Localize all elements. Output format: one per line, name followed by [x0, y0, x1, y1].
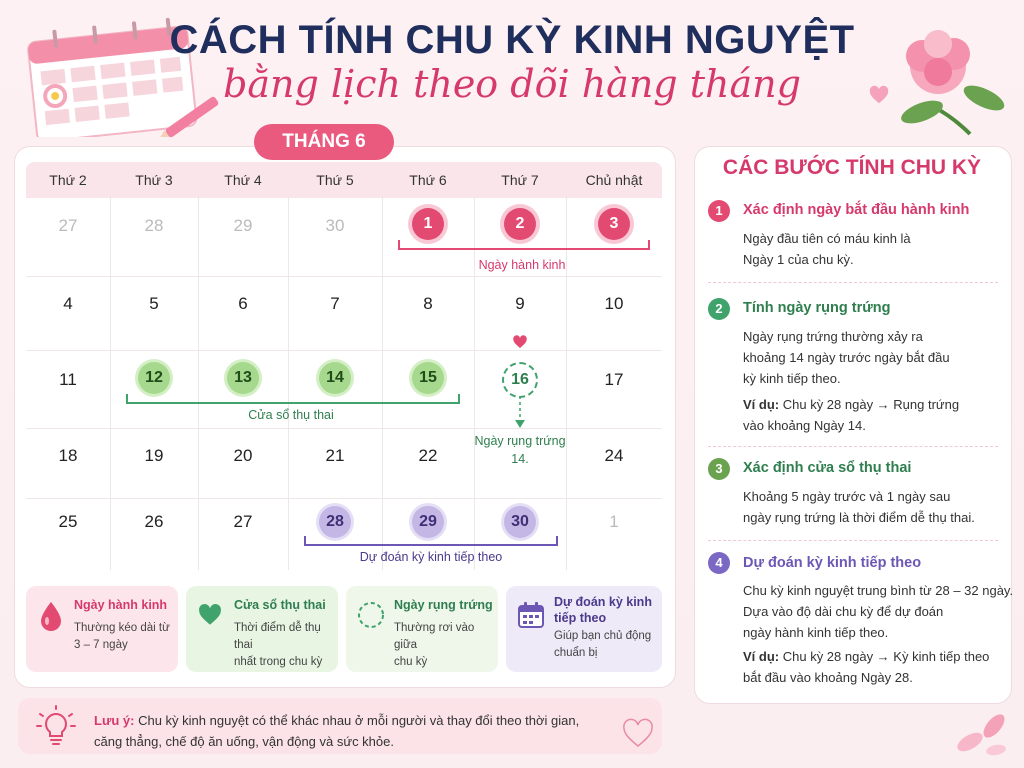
- note-text: [94, 710, 634, 752]
- fertile-day-marker: 13: [227, 362, 259, 394]
- weekday-thu: Thứ 5: [288, 162, 383, 198]
- day-number: 11: [59, 370, 77, 389]
- calendar-day[interactable]: [198, 276, 289, 351]
- legend-ovulation-title: Ngày rụng trứng: [394, 598, 493, 612]
- predicted-day-marker: 29: [412, 506, 444, 538]
- step-4-number: 4: [708, 552, 730, 574]
- calendar-day[interactable]: [26, 428, 111, 499]
- legend-ovulation: [346, 586, 498, 672]
- calendar-day[interactable]: [566, 350, 662, 429]
- step-text-line: ngày rụng trứng là thời điểm dễ thụ thai.: [743, 510, 975, 525]
- page-title: CÁCH TÍNH CHU KỲ KINH NGUYỆT: [169, 18, 855, 62]
- note-line: căng thẳng, chế độ ăn uống, vận động và sức khỏe.: [94, 734, 394, 749]
- legend-desc-line: nhất trong chu kỳ: [234, 656, 323, 668]
- example-label: Ví dụ:: [743, 397, 780, 412]
- day-number: 4: [63, 294, 73, 313]
- period-day-marker: 1: [412, 208, 444, 240]
- calendar-day[interactable]: [382, 350, 475, 429]
- calendar-day[interactable]: [110, 350, 199, 429]
- calendar-day[interactable]: [110, 498, 199, 570]
- steps-title: CÁC BƯỚC TÍNH CHU KỲ: [722, 156, 982, 179]
- calendar-day[interactable]: [26, 350, 111, 429]
- example-text: bắt đầu vào khoảng Ngày 28.: [743, 670, 913, 685]
- day-number: 10: [604, 294, 624, 313]
- legend-period-title: Ngày hành kinh: [74, 598, 168, 612]
- step-text-line: Dựa vào độ dài chu kỳ để dự đoán: [743, 604, 944, 619]
- step-1-number: 1: [708, 200, 730, 222]
- calendar-day[interactable]: [198, 198, 289, 277]
- day-number: 29: [233, 216, 253, 235]
- legend-period: [26, 586, 178, 672]
- heart-icon: [196, 602, 224, 628]
- example-text: Chu kỳ 28 ngày → Rụng trứng: [782, 397, 960, 412]
- calendar-grid: [26, 162, 662, 570]
- month-badge: THÁNG 6: [254, 124, 394, 160]
- day-number: 1: [609, 512, 619, 531]
- calendar-icon: [516, 600, 546, 630]
- calendar-day[interactable]: [110, 198, 199, 277]
- legend-next-title: [554, 594, 652, 626]
- legend-title-line: Dự đoán kỳ kinh: [554, 595, 652, 609]
- weekday-sun: Chủ nhật: [566, 162, 662, 198]
- period-day-marker: 3: [598, 208, 630, 240]
- step-4-text: [743, 580, 1013, 643]
- fertile-window-label: Cửa sổ thụ thai: [248, 408, 334, 422]
- calendar-day[interactable]: [288, 198, 383, 277]
- ovulation-label-day: 14.: [511, 452, 529, 466]
- dashed-circle-icon: [356, 600, 386, 630]
- legend-desc-line: chu kỳ: [394, 656, 428, 668]
- weekday-sat: Thứ 7: [474, 162, 567, 198]
- ovulation-label: Ngày rụng trứng: [474, 434, 566, 448]
- example-text: Chu kỳ 28 ngày → Kỳ kinh tiếp theo: [782, 649, 990, 664]
- period-day-marker: 2: [504, 208, 536, 240]
- step-divider: [708, 282, 998, 283]
- weekday-tue: Thứ 3: [110, 162, 199, 198]
- petals-illustration: [950, 706, 1012, 762]
- calendar-day[interactable]: [26, 498, 111, 570]
- legend-desc-line: Thời điểm dễ thụ thai: [234, 622, 321, 651]
- calendar-day[interactable]: [110, 276, 199, 351]
- legend-title-line: tiếp theo: [554, 611, 607, 625]
- step-1-title: Xác định ngày bắt đầu hành kinh: [743, 202, 970, 218]
- step-text-line: ngày hành kinh tiếp theo.: [743, 625, 889, 640]
- fertile-day-marker: 12: [138, 362, 170, 394]
- weekday-wed: Thứ 4: [198, 162, 289, 198]
- calendar-day[interactable]: [382, 276, 475, 351]
- legend-desc-line: 3 – 7 ngày: [74, 639, 128, 651]
- day-number: 8: [423, 294, 433, 313]
- step-2-title: Tính ngày rụng trứng: [743, 300, 891, 316]
- weekday-fri: Thứ 6: [382, 162, 475, 198]
- calendar-day[interactable]: [110, 428, 199, 499]
- calendar-day[interactable]: [566, 498, 662, 570]
- step-1-text: [743, 228, 911, 270]
- calendar-day[interactable]: [26, 198, 111, 277]
- legend-period-desc: [74, 620, 170, 654]
- day-number: 27: [233, 512, 253, 531]
- step-3-number: 3: [708, 458, 730, 480]
- weekday-mon: Thứ 2: [26, 162, 111, 198]
- predicted-day-marker: 28: [319, 506, 351, 538]
- step-divider: [708, 540, 998, 541]
- day-number: 21: [325, 446, 345, 465]
- step-2-example: [743, 394, 959, 436]
- ovulation-day-marker: 16: [502, 362, 538, 398]
- step-3-text: [743, 486, 975, 528]
- legend-fertile-desc: [234, 620, 338, 671]
- period-label: Ngày hành kinh: [478, 258, 566, 272]
- day-number: 17: [604, 370, 624, 389]
- day-number: 26: [144, 512, 164, 531]
- calendar-day[interactable]: [198, 428, 289, 499]
- day-number: 24: [604, 446, 624, 465]
- fertile-day-marker: 15: [412, 362, 444, 394]
- day-number: 7: [330, 294, 340, 313]
- step-text-line: khoảng 14 ngày trước ngày bắt đầu: [743, 350, 950, 365]
- calendar-day[interactable]: [566, 276, 662, 351]
- day-number: 25: [58, 512, 78, 531]
- calendar-day[interactable]: [382, 428, 475, 499]
- day-number: 19: [144, 446, 164, 465]
- day-number: 27: [58, 216, 78, 235]
- step-3-title: Xác định cửa sổ thụ thai: [743, 460, 912, 476]
- step-divider: [708, 446, 998, 447]
- period-bracket: [398, 240, 650, 250]
- calendar-day[interactable]: [566, 428, 662, 499]
- day-number: 20: [233, 446, 253, 465]
- heart-outline-icon: [620, 716, 656, 752]
- day-number: 9: [515, 294, 525, 313]
- next-period-label: Dự đoán kỳ kinh tiếp theo: [359, 550, 503, 564]
- step-text-line: Ngày 1 của chu kỳ.: [743, 252, 854, 267]
- day-number: 22: [418, 446, 438, 465]
- day-number: 5: [149, 294, 159, 313]
- fertile-day-marker: 14: [319, 362, 351, 394]
- legend-desc-line: Thường rơi vào giữa: [394, 622, 475, 651]
- day-number: 18: [58, 446, 78, 465]
- legend-desc-line: Giúp bạn chủ động: [554, 630, 652, 642]
- page-subtitle: bằng lịch theo dõi hàng tháng: [223, 62, 801, 106]
- legend-next-period: [506, 586, 662, 672]
- legend-desc-line: chuẩn bị: [554, 647, 598, 659]
- step-text-line: Ngày đầu tiên có máu kinh là: [743, 231, 911, 246]
- calendar-day[interactable]: [288, 276, 383, 351]
- step-2-text: [743, 326, 950, 389]
- legend-desc-line: Thường kéo dài từ: [74, 622, 170, 634]
- calendar-day[interactable]: [198, 498, 289, 570]
- example-label: Ví dụ:: [743, 649, 780, 664]
- calendar-day[interactable]: [288, 428, 383, 499]
- arrow-down-icon: [514, 396, 526, 430]
- legend-ovulation-desc: [394, 620, 498, 671]
- blood-drop-icon: [38, 600, 64, 632]
- step-2-number: 2: [708, 298, 730, 320]
- day-number: 28: [144, 216, 164, 235]
- heart-icon: [512, 334, 528, 350]
- step-4-title: Dự đoán kỳ kinh tiếp theo: [743, 555, 922, 571]
- legend-next-desc: [554, 628, 651, 662]
- day-number: 6: [238, 294, 248, 313]
- note-line: Chu kỳ kinh nguyệt có thể khác nhau ở mỗi người và thay đổi theo thời gian,: [138, 713, 580, 728]
- step-4-example: [743, 646, 989, 688]
- next-period-bracket: [304, 536, 558, 546]
- predicted-day-marker: 30: [504, 506, 536, 538]
- day-number: 30: [325, 216, 345, 235]
- step-text-line: Chu kỳ kinh nguyệt trung bình từ 28 – 32 ngày.: [743, 583, 1014, 598]
- example-text: vào khoảng Ngày 14.: [743, 418, 866, 433]
- legend-fertile-title: Cửa sổ thụ thai: [234, 598, 326, 612]
- fertile-window-bracket: [126, 394, 460, 404]
- step-text-line: Khoảng 5 ngày trước và 1 ngày sau: [743, 489, 951, 504]
- step-text-line: Ngày rụng trứng thường xảy ra: [743, 329, 923, 344]
- legend-fertile: [186, 586, 338, 672]
- lightbulb-icon: [34, 704, 78, 748]
- calendar-day[interactable]: [26, 276, 111, 351]
- note-label: Lưu ý:: [94, 713, 135, 728]
- step-text-line: kỳ kinh tiếp theo.: [743, 371, 841, 386]
